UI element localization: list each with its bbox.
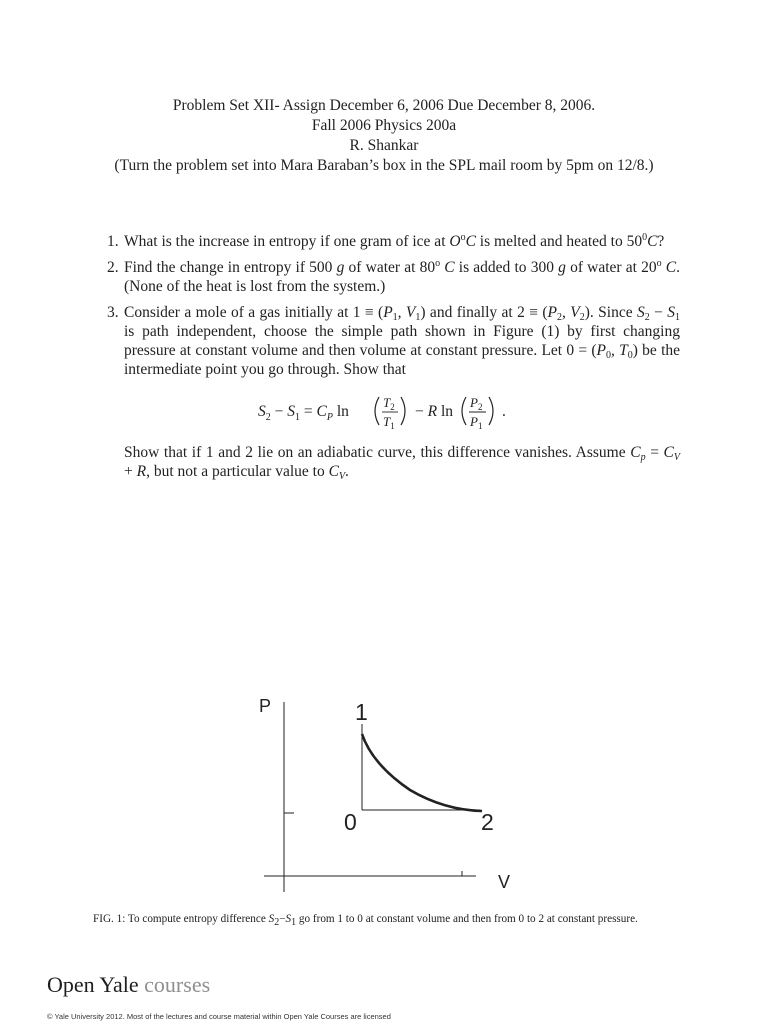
axis-p-label: P xyxy=(259,696,272,716)
header-author: R. Shankar xyxy=(349,137,419,154)
problem-followup: Show that if 1 and 2 lie on an adiabatic curve, this difference vanishes. Assume $C_p = C_V + R$, but not a particular value to $C_V$. xyxy=(124,444,680,482)
header-title: Problem Set XII- Assign December 6, 2006 Due December 8, 2006. xyxy=(172,97,596,114)
point-0-label: 0 xyxy=(344,809,357,835)
svg-text:T1: $T_1$ xyxy=(383,414,395,431)
problem-text: Find the change in entropy if 500 g of water at 80$^o$ C is added to 300 g of water at 20$^o$ C. (None of the heat is lost from the system.) xyxy=(124,258,681,295)
problem-2 xyxy=(98,258,680,296)
problem-1 xyxy=(98,232,680,251)
problem-3 xyxy=(98,303,680,481)
svg-text:.: . xyxy=(502,403,506,420)
equation-graphic xyxy=(252,389,552,433)
copyright-notice: © Yale University 2012. Most of the lectures and course material within Open Yale Courses are licensed xyxy=(47,1012,391,1021)
open-yale-logo xyxy=(47,972,210,998)
svg-text:P1: $P_1$ xyxy=(470,414,483,431)
problem-number: 1. xyxy=(107,233,119,250)
brand-secondary: courses xyxy=(144,972,211,997)
entropy-equation xyxy=(124,389,680,433)
point-1-label: 1 xyxy=(355,699,368,725)
pv-diagram-graphic xyxy=(240,690,540,900)
point-2-label: 2 xyxy=(481,809,494,835)
document-header xyxy=(0,96,768,176)
problem-number: 2. xyxy=(107,259,119,276)
header-course: Fall 2006 Physics 200a xyxy=(311,117,457,134)
problem-number: 3. xyxy=(107,304,119,321)
figure-caption: FIG. 1: To compute entropy difference $S_2-S_1$ go from 1 to 0 at constant volume and then from 0 to 2 at constant pressure. xyxy=(93,913,638,928)
problem-list xyxy=(98,232,680,488)
curve-1-to-2 xyxy=(362,734,482,811)
svg-text:P2: $P_2$ xyxy=(470,395,483,412)
header-instructions: (Turn the problem set into Mara Baraban’s box in the SPL mail room by 5pm on 12/8.) xyxy=(114,157,654,174)
svg-text:S2 − S1 = CP ln: $S_2 - S_1 = C_P$ ln xyxy=(258,403,349,423)
problem-text: What is the increase in entropy if one gram of ice at $O^oC$ is melted and heated to $50^0C$? xyxy=(124,232,665,250)
pv-diagram xyxy=(240,690,540,900)
svg-text:T2: $T_2$ xyxy=(383,395,395,412)
svg-text:− R ln: − R ln xyxy=(415,403,454,420)
problem-text: Consider a mole of a gas initially at $1 \equiv (P_1$, $V_1$) and finally at $2 \equiv (P_2$, $V_2$). Since $S_2 - S_1$ is path independent, choose the simple path shown in Figure (1) by first changing pressure at constant volume and then volume at constant pressure. Let $0 = (P_0$, $T_0$) be the intermediate point you go through. Show that xyxy=(124,304,681,378)
brand-primary: Open Yale xyxy=(47,972,139,997)
axis-v-label: V xyxy=(498,872,511,892)
